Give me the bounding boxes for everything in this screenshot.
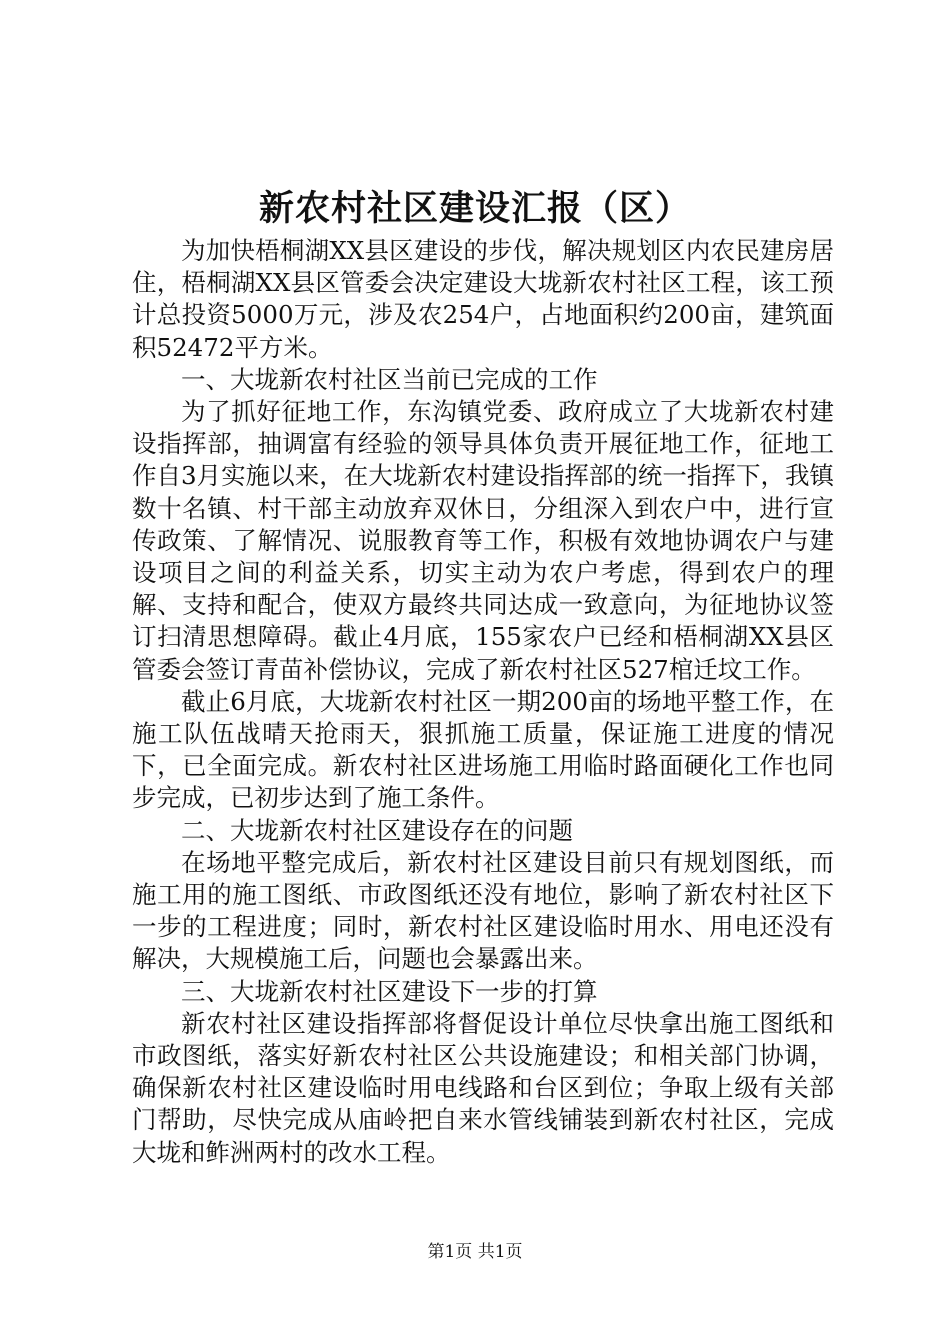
section-heading-3: 三、大垅新农村社区建设下一步的打算 — [181, 976, 598, 1006]
section-2-paragraph: 在场地平整完成后，新农村社区建设目前只有规划图纸，而施工用的施工图纸、市政图纸还没有地位，影响了新农村社区下一步的工程进度；同时，新农村社区建设临时用水、用电还没有解决，大规模施工后，问题也会暴露出来。 — [132, 847, 834, 974]
document-body — [132, 235, 834, 1169]
page-footer: 第1页 共1页 — [427, 1242, 523, 1262]
section-1-paragraph-2: 截止6月底，大垅新农村社区一期200亩的场地平整工作，在施工队伍战晴天抢雨天，狠抓施工质量，保证施工进度的情况下，已全面完成。新农村社区进场施工用临时路面硬化工作也同步完成，已初步达到了施工条件。 — [132, 686, 834, 813]
section-1-paragraph-1: 为了抓好征地工作，东沟镇党委、政府成立了大垅新农村建设指挥部，抽调富有经验的领导具体负责开展征地工作，征地工作自3月实施以来，在大垅新农村建设指挥部的统一指挥下，我镇数十名镇、村干部主动放弃双休日，分组深入到农户中，进行宣传政策、了解情况、说服教育等工作，积极有效地协调农户与建设项目之间的利益关系，切实主动为农户考虑，得到农户的理解、支持和配合，使双方最终共同达成一致意向，为征地协议签订扫清思想障碍。截止4月底，155家农户已经和梧桐湖XX县区管委会签订青苗补偿协议，完成了新农村社区527棺迁坟工作。 — [132, 397, 834, 684]
document-title: 新农村社区建设汇报（区） — [258, 188, 691, 229]
intro-paragraph: 为加快梧桐湖XX县区建设的步伐，解决规划区内农民建房居住，梧桐湖XX县区管委会决定建设大垅新农村社区工程，该工预计总投资5000万元，涉及农254户，占地面积约200亩，建筑面积52472平方米。 — [132, 236, 834, 362]
section-heading-1: 一、大垅新农村社区当前已完成的工作 — [181, 364, 598, 394]
section-heading-2: 二、大垅新农村社区建设存在的问题 — [181, 815, 573, 845]
section-3-paragraph: 新农村社区建设指挥部将督促设计单位尽快拿出施工图纸和市政图纸，落实好新农村社区公共设施建设；和相关部门协调，确保新农村社区建设临时用电线路和台区到位；争取上级有关部门帮助，尽快完成从庙岭把自来水管线铺装到新农村社区，完成大垅和鲊洲两村的改水工程。 — [132, 1008, 834, 1167]
